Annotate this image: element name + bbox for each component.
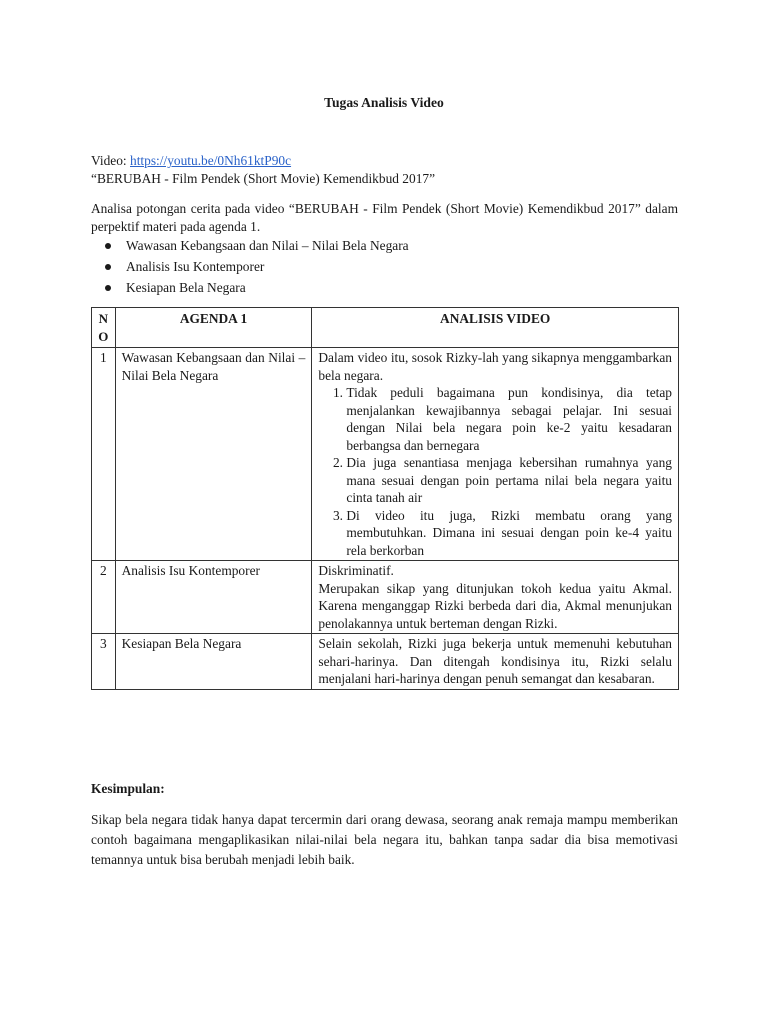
analysis-body: Merupakan sikap yang ditunjukan tokoh kedua yaitu Akmal. Karena menganggap Rizki berbeda dari dia, Akmal menunjukan penolakannya untuk berteman dengan Rizki. bbox=[318, 580, 672, 631]
list-item: 3. Di video itu juga, Rizki membatu orang yang membutuhkan. Dimana ini sesuai dengan poin ke-4 yaitu rela berkorban bbox=[346, 507, 672, 560]
row-no: 2 bbox=[92, 561, 116, 634]
analysis-title: Diskriminatif. bbox=[318, 563, 394, 578]
table-row bbox=[92, 634, 679, 690]
header-analysis: ANALISIS VIDEO bbox=[312, 308, 679, 348]
list-item bbox=[91, 236, 678, 257]
analysis-body: Selain sekolah, Rizki juga bekerja untuk memenuhi kebutuhan sehari-harinya. Dan ditengah kondisinya itu, Rizki selalu menjalani hari-harinya dengan penuh semangat dan kesabaran. bbox=[318, 636, 672, 686]
row-analysis bbox=[312, 348, 679, 561]
list-item bbox=[91, 257, 678, 278]
agenda-bullet-list bbox=[91, 236, 678, 299]
row-analysis bbox=[312, 561, 679, 634]
row-no: 1 bbox=[92, 348, 116, 561]
header-agenda: AGENDA 1 bbox=[115, 308, 312, 348]
row-agenda: Analisis Isu Kontemporer bbox=[115, 561, 312, 634]
bullet-icon bbox=[105, 264, 111, 270]
analysis-table bbox=[91, 307, 679, 690]
bullet-text: Kesiapan Bela Negara bbox=[126, 280, 246, 295]
document-title: Tugas Analisis Video bbox=[324, 95, 444, 110]
row-agenda: Wawasan Kebangsaan dan Nilai – Nilai Bela Negara bbox=[115, 348, 312, 561]
row-no: 3 bbox=[92, 634, 116, 690]
conclusion-heading: Kesimpulan: bbox=[91, 781, 165, 796]
intro-paragraph: Analisa potongan cerita pada video “BERUBAH - Film Pendek (Short Movie) Kemendikbud 2017” dalam perpektif materi pada agenda 1. bbox=[91, 201, 678, 234]
list-item: 1. Tidak peduli bagaimana pun kondisinya, dia tetap menjalankan kewajibannya sebagai pelajar. Ini sesuai dengan Nilai bela negara poin ke-2 yaitu kesadaran berbangsa dan bernegara bbox=[346, 384, 672, 454]
bullet-text: Wawasan Kebangsaan dan Nilai – Nilai Bela Negara bbox=[126, 238, 409, 253]
table-row bbox=[92, 348, 679, 561]
bullet-text: Analisis Isu Kontemporer bbox=[126, 259, 265, 274]
video-line bbox=[91, 152, 691, 170]
list-item: 2. Dia juga senantiasa menjaga kebersihan rumahnya yang mana sesuai dengan poin pertama nilai bela negara yaitu cinta tanah air bbox=[346, 454, 672, 507]
video-label: Video: bbox=[91, 153, 130, 168]
video-name: “BERUBAH - Film Pendek (Short Movie) Kemendikbud 2017” bbox=[91, 170, 436, 186]
row-analysis bbox=[312, 634, 679, 690]
bullet-icon bbox=[105, 285, 111, 291]
analysis-intro: Dalam video itu, sosok Rizky-lah yang sikapnya menggambarkan bela negara. bbox=[318, 350, 672, 383]
list-item bbox=[91, 278, 678, 299]
bullet-icon bbox=[105, 243, 111, 249]
conclusion-text: Sikap bela negara tidak hanya dapat tercermin dari orang dewasa, seorang anak remaja mampu memberikan contoh bagaimana mengaplikasikan nilai-nilai bela negara itu, bahkan tanpa sadar dia bisa memotivasi temannya untuk bisa berubah menjadi lebih baik. bbox=[91, 812, 678, 867]
header-no: N O bbox=[92, 308, 116, 348]
video-link[interactable]: https://youtu.be/0Nh61ktP90c bbox=[130, 153, 292, 168]
analysis-points bbox=[318, 384, 672, 559]
table-row bbox=[92, 561, 679, 634]
row-agenda: Kesiapan Bela Negara bbox=[115, 634, 312, 690]
table-header-row bbox=[92, 308, 679, 348]
video-info bbox=[91, 152, 691, 187]
